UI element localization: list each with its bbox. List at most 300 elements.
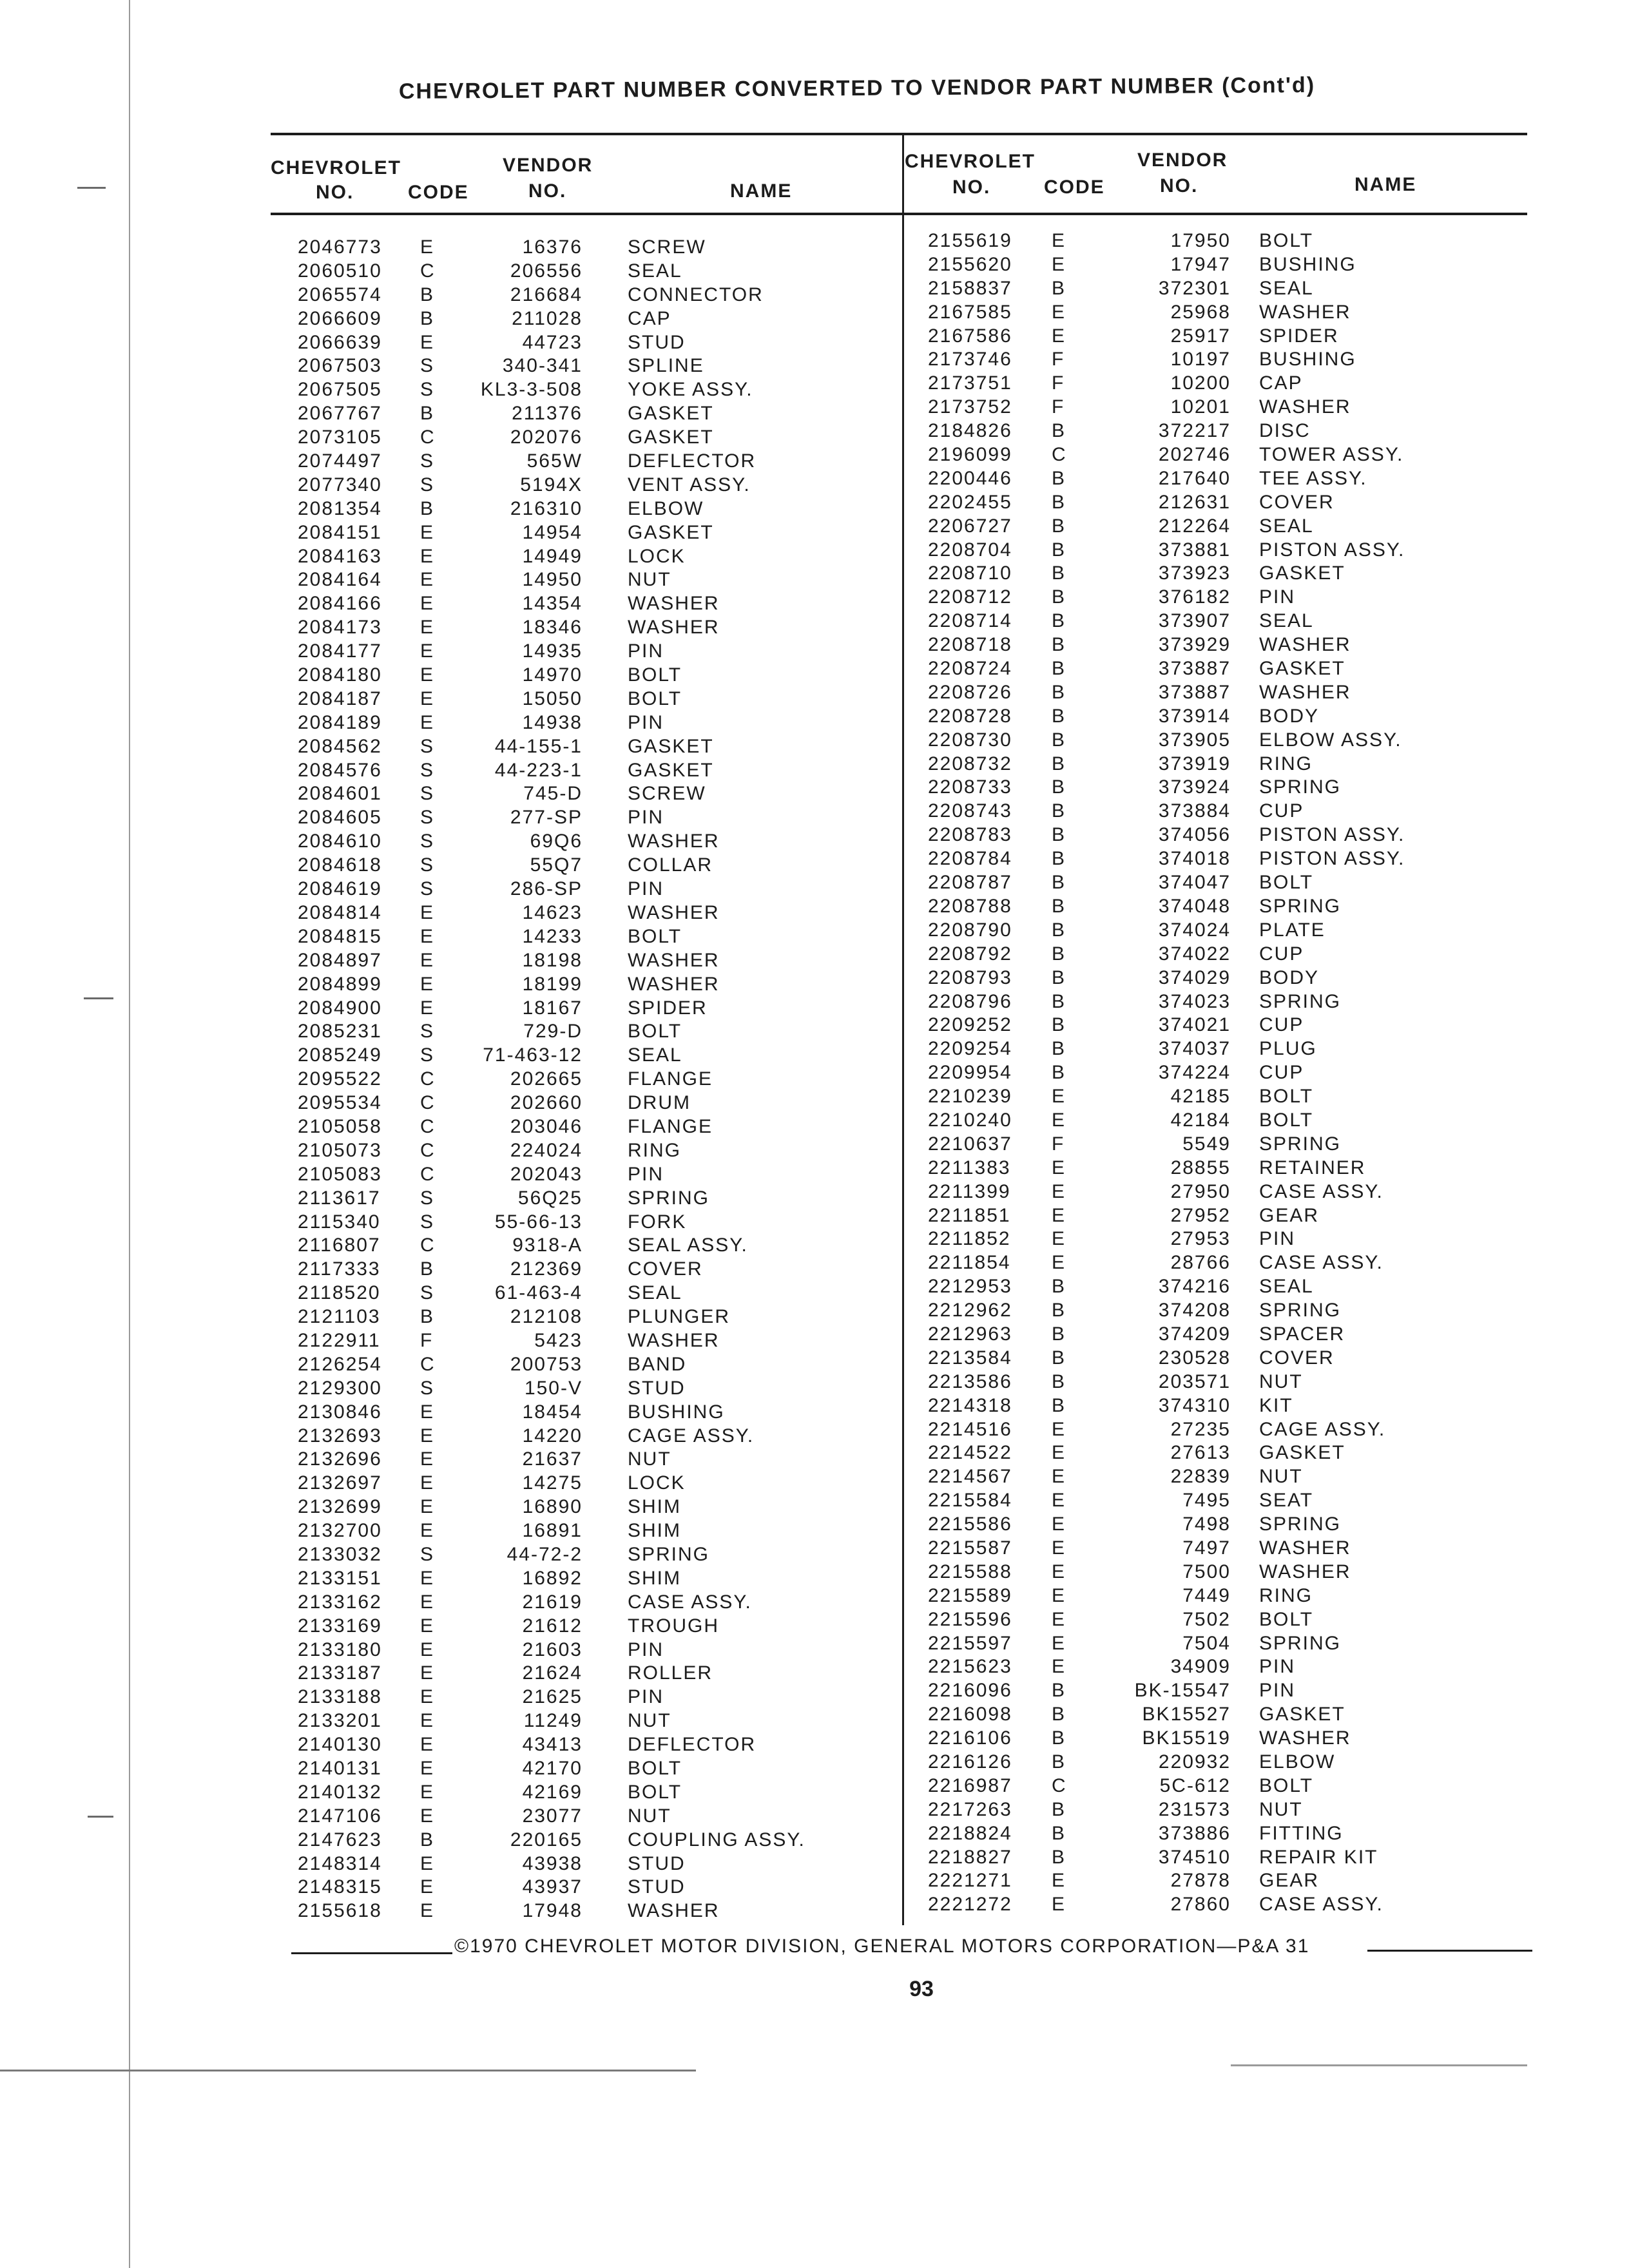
part-name: DISC	[1259, 420, 1311, 442]
vendor-code: E	[1052, 1466, 1066, 1488]
vendor-part-number: 212108	[510, 1306, 583, 1328]
part-name: BOLT	[1259, 1774, 1314, 1796]
chevrolet-part-number: 2210239	[928, 1086, 1012, 1108]
vendor-code: E	[1052, 1514, 1066, 1535]
vendor-code: E	[420, 593, 435, 615]
chevrolet-part-number: 2208784	[928, 848, 1012, 870]
vendor-part-number: KL3-3-508	[480, 379, 583, 401]
chevrolet-part-number: 2208718	[928, 634, 1012, 656]
vendor-code: E	[420, 1662, 435, 1684]
chevrolet-part-number: 2084601	[298, 783, 382, 805]
chevrolet-part-number: 2065574	[298, 284, 382, 305]
vendor-code: E	[1052, 1252, 1066, 1274]
vendor-part-number: 373924	[1158, 776, 1231, 798]
vendor-part-number: 286-SP	[510, 878, 583, 900]
vendor-code: B	[1052, 1751, 1066, 1773]
part-name: ELBOW	[1259, 1751, 1336, 1773]
vendor-part-number: 212631	[1158, 491, 1231, 513]
table-row	[298, 735, 878, 759]
table-row	[928, 348, 1508, 372]
vendor-code: S	[420, 1211, 435, 1233]
table-row	[928, 1037, 1508, 1061]
chevrolet-part-number: 2218824	[928, 1822, 1012, 1844]
vendor-code: S	[420, 1543, 435, 1565]
vendor-part-number: 18346	[522, 617, 583, 639]
chevrolet-part-number: 2067503	[298, 355, 382, 377]
vendor-part-number: 202665	[510, 1068, 583, 1090]
chevrolet-part-number: 2212963	[928, 1323, 1012, 1345]
table-row	[928, 1227, 1508, 1251]
chevrolet-part-number: 2074497	[298, 450, 382, 472]
vendor-code: B	[1052, 990, 1066, 1012]
table-row	[298, 949, 878, 973]
table-row	[928, 1441, 1508, 1465]
part-name: BODY	[1259, 966, 1320, 988]
table-row	[298, 997, 878, 1021]
vendor-code: E	[420, 1686, 435, 1708]
vendor-code: E	[420, 331, 435, 353]
vendor-part-number: BK-15547	[1134, 1680, 1231, 1702]
part-name: NUT	[1259, 1466, 1303, 1488]
chevrolet-part-number: 2140131	[298, 1758, 382, 1779]
vendor-code: B	[1052, 1323, 1066, 1345]
vendor-code: E	[1052, 1228, 1066, 1250]
part-name: BOLT	[1259, 1086, 1314, 1108]
vendor-part-number: 7504	[1182, 1632, 1231, 1654]
vendor-code: B	[1052, 539, 1066, 561]
vendor-code: S	[420, 1282, 435, 1304]
chevrolet-part-number: 2095534	[298, 1092, 382, 1114]
table-row	[928, 1846, 1508, 1870]
table-row	[298, 1733, 878, 1757]
chevrolet-part-number: 2126254	[298, 1353, 382, 1375]
vendor-code: B	[1052, 1846, 1066, 1868]
chevrolet-part-number: 2221271	[928, 1870, 1012, 1892]
part-name: GASKET	[628, 427, 714, 448]
vendor-part-number: 10201	[1170, 396, 1231, 418]
vendor-code: E	[420, 569, 435, 591]
margin-mark	[77, 187, 106, 189]
chevrolet-part-number: 2066639	[298, 331, 382, 353]
chevrolet-part-number: 2084619	[298, 878, 382, 900]
part-name: SHIM	[628, 1520, 681, 1542]
table-row	[928, 943, 1508, 966]
vendor-part-number: 42170	[522, 1758, 583, 1779]
vendor-code: E	[1052, 1561, 1066, 1582]
table-row	[298, 711, 878, 735]
vendor-part-number: 16892	[522, 1567, 583, 1589]
chevrolet-part-number: 2085231	[298, 1021, 382, 1043]
part-name: RETAINER	[1259, 1157, 1366, 1178]
chevrolet-part-number: 2084576	[298, 759, 382, 781]
vendor-part-number: 7497	[1182, 1537, 1231, 1559]
vendor-code: B	[1052, 610, 1066, 632]
vendor-code: S	[420, 450, 435, 472]
part-name: ELBOW	[628, 497, 704, 519]
vendor-code: S	[420, 1021, 435, 1043]
table-row	[928, 419, 1508, 443]
part-name: PIN	[1259, 1656, 1296, 1678]
vendor-part-number: 17947	[1170, 253, 1231, 275]
vendor-part-number: 212264	[1158, 515, 1231, 537]
part-name: WASHER	[628, 831, 720, 852]
vendor-part-number: 18198	[522, 949, 583, 971]
table-row	[298, 1662, 878, 1686]
vendor-code: B	[1052, 1014, 1066, 1036]
header-no-right: NO.	[952, 177, 991, 198]
chevrolet-part-number: 2046773	[298, 236, 382, 258]
part-name: NUT	[628, 1710, 671, 1732]
table-row	[928, 1608, 1508, 1632]
chevrolet-part-number: 2206727	[928, 515, 1012, 537]
chevrolet-part-number: 2147106	[298, 1805, 382, 1827]
table-row	[298, 1591, 878, 1615]
chevrolet-part-number: 2084180	[298, 664, 382, 686]
vendor-part-number: BK15519	[1142, 1727, 1231, 1749]
table-row	[928, 1014, 1508, 1037]
part-name: PISTON ASSY.	[1259, 824, 1405, 846]
part-name: SPRING	[628, 1543, 710, 1565]
vendor-part-number: 10197	[1170, 349, 1231, 370]
chevrolet-part-number: 2067767	[298, 403, 382, 425]
vendor-part-number: 729-D	[523, 1021, 583, 1043]
table-row	[928, 633, 1508, 657]
vendor-part-number: 224024	[510, 1139, 583, 1161]
part-name: SCREW	[628, 236, 706, 258]
part-name: SPRING	[1259, 776, 1342, 798]
table-row	[298, 1044, 878, 1068]
part-name: STUD	[628, 1876, 686, 1898]
chevrolet-part-number: 2209954	[928, 1062, 1012, 1084]
chevrolet-part-number: 2084163	[298, 545, 382, 567]
table-row	[298, 568, 878, 592]
chevrolet-part-number: 2155618	[298, 1900, 382, 1922]
vendor-part-number: 21603	[522, 1639, 583, 1660]
chevrolet-part-number: 2208788	[928, 895, 1012, 917]
table-row	[928, 1109, 1508, 1133]
table-row	[298, 521, 878, 545]
chevrolet-part-number: 2215588	[928, 1561, 1012, 1582]
table-row	[298, 1020, 878, 1044]
part-name: NUT	[628, 1805, 671, 1827]
table-row	[298, 1639, 878, 1662]
table-row	[298, 854, 878, 878]
part-name: TEE ASSY.	[1259, 467, 1367, 489]
part-name: SEAL	[1259, 610, 1314, 632]
table-row	[928, 753, 1508, 776]
chevrolet-part-number: 2200446	[928, 467, 1012, 489]
vendor-part-number: 5423	[534, 1329, 583, 1351]
vendor-part-number: 42169	[522, 1781, 583, 1803]
vendor-part-number: 376182	[1158, 586, 1231, 608]
vendor-code: E	[1052, 325, 1066, 347]
part-name: CONNECTOR	[628, 284, 764, 305]
table-row	[298, 973, 878, 997]
vendor-part-number: 374024	[1158, 919, 1231, 941]
vendor-code: E	[420, 997, 435, 1019]
table-row	[928, 1561, 1508, 1584]
table-row	[928, 729, 1508, 753]
vendor-part-number: 211028	[512, 307, 583, 329]
vendor-part-number: 14938	[522, 711, 583, 733]
table-row	[928, 1180, 1508, 1204]
part-name: STUD	[628, 1852, 686, 1874]
part-name: WASHER	[1259, 1727, 1351, 1749]
part-name: CUP	[1259, 1062, 1304, 1084]
part-name: SEAL	[628, 1282, 682, 1304]
header-no-left: NO.	[316, 182, 354, 203]
part-name: PIN	[628, 711, 664, 733]
vendor-code: B	[420, 497, 435, 519]
vendor-part-number: 18199	[522, 973, 583, 995]
table-row	[928, 1370, 1508, 1394]
vendor-part-number: 55-66-13	[494, 1211, 583, 1233]
table-row	[928, 1323, 1508, 1347]
part-name: BUSHING	[1259, 349, 1356, 370]
vendor-part-number: 44723	[522, 331, 583, 353]
part-name: WASHER	[1259, 634, 1351, 656]
part-name: GASKET	[1259, 658, 1345, 680]
vendor-part-number: 373884	[1158, 800, 1231, 822]
part-name: PIN	[628, 640, 664, 662]
vendor-code: E	[420, 545, 435, 567]
vendor-part-number: 5C-612	[1159, 1774, 1231, 1796]
table-row	[298, 474, 878, 497]
vendor-part-number: 217640	[1158, 467, 1231, 489]
chevrolet-part-number: 2213586	[928, 1370, 1012, 1392]
part-name: SPIDER	[1259, 325, 1339, 347]
vendor-code: B	[1052, 467, 1066, 489]
chevrolet-part-number: 2113617	[298, 1187, 381, 1209]
vendor-part-number: 44-223-1	[494, 759, 583, 781]
vendor-part-number: 374310	[1158, 1394, 1231, 1416]
vendor-code: S	[420, 1377, 435, 1399]
table-row	[298, 1899, 878, 1923]
chevrolet-part-number: 2133032	[298, 1543, 382, 1565]
vendor-part-number: 7500	[1182, 1561, 1231, 1582]
vendor-part-number: 14233	[522, 925, 583, 947]
vendor-code: E	[420, 1615, 435, 1637]
vendor-part-number: 18167	[522, 997, 583, 1019]
table-row	[928, 1299, 1508, 1323]
vendor-part-number: 42185	[1170, 1086, 1231, 1108]
vendor-part-number: 203046	[510, 1115, 583, 1137]
vendor-code: B	[1052, 919, 1066, 941]
vendor-part-number: 21612	[522, 1615, 583, 1637]
table-row	[298, 1805, 878, 1829]
table-row	[928, 919, 1508, 943]
vendor-part-number: 277-SP	[510, 807, 583, 829]
vendor-part-number: 202660	[510, 1092, 583, 1114]
chevrolet-part-number: 2084897	[298, 949, 382, 971]
chevrolet-part-number: 2210637	[928, 1133, 1012, 1155]
vendor-code: S	[420, 1044, 435, 1066]
table-row	[298, 260, 878, 284]
part-name: GEAR	[1259, 1870, 1320, 1892]
vendor-code: E	[1052, 1656, 1066, 1678]
chevrolet-part-number: 2208732	[928, 753, 1012, 774]
chevrolet-part-number: 2208796	[928, 990, 1012, 1012]
part-name: SEAL	[1259, 277, 1314, 299]
chevrolet-part-number: 2147623	[298, 1829, 382, 1850]
table-row	[298, 331, 878, 355]
vendor-code: B	[1052, 1822, 1066, 1844]
vendor-code: B	[1052, 420, 1066, 442]
vendor-code: B	[420, 284, 435, 305]
chevrolet-part-number: 2216096	[928, 1680, 1012, 1702]
footer-rule-right	[1367, 1950, 1532, 1952]
chevrolet-part-number: 2115340	[298, 1211, 381, 1233]
vendor-part-number: 373929	[1158, 634, 1231, 656]
vendor-part-number: 14950	[522, 569, 583, 591]
part-name: CASE ASSY.	[1259, 1252, 1383, 1274]
table-row	[928, 1251, 1508, 1275]
table-row	[298, 759, 878, 783]
table-row	[298, 901, 878, 925]
table-row	[298, 1615, 878, 1639]
vendor-part-number: 28766	[1170, 1252, 1231, 1274]
vendor-part-number: 220165	[510, 1829, 583, 1850]
vendor-code: E	[420, 1448, 435, 1470]
vendor-code: E	[420, 949, 435, 971]
vendor-part-number: 21619	[522, 1591, 583, 1613]
chevrolet-part-number: 2084177	[298, 640, 382, 662]
table-row	[928, 1798, 1508, 1822]
part-name: CAP	[628, 307, 671, 329]
part-name: LOCK	[628, 1472, 686, 1494]
part-name: SEAL	[628, 260, 682, 282]
vendor-part-number: 16890	[522, 1496, 583, 1518]
vendor-code: B	[1052, 1276, 1066, 1298]
header-chevrolet-left: CHEVROLET	[271, 157, 402, 178]
part-name: SHIM	[628, 1567, 681, 1589]
vendor-part-number: 7449	[1182, 1584, 1231, 1606]
table-row	[928, 1893, 1508, 1917]
table-row	[298, 1211, 878, 1235]
vendor-part-number: 14623	[522, 901, 583, 923]
table-row	[298, 1472, 878, 1495]
vendor-part-number: 374022	[1158, 943, 1231, 965]
part-name: COVER	[628, 1258, 703, 1280]
part-name: DEFLECTOR	[628, 1734, 757, 1756]
part-name: VENT ASSY.	[628, 474, 751, 495]
part-name: NUT	[1259, 1370, 1303, 1392]
vendor-part-number: 374216	[1158, 1276, 1231, 1298]
vendor-code: F	[1052, 396, 1065, 418]
vendor-part-number: 374208	[1158, 1300, 1231, 1321]
vendor-code: E	[1052, 1442, 1066, 1464]
vendor-part-number: 230528	[1158, 1347, 1231, 1369]
vendor-part-number: 25917	[1170, 325, 1231, 347]
header-vendor-right: VENDOR	[1137, 149, 1228, 171]
part-name: SPRING	[1259, 1133, 1342, 1155]
chevrolet-part-number: 2121103	[298, 1306, 381, 1328]
table-row	[928, 657, 1508, 681]
vendor-code: E	[420, 1639, 435, 1660]
chevrolet-part-number: 2084164	[298, 569, 382, 591]
part-name: CUP	[1259, 800, 1304, 822]
chevrolet-part-number: 2073105	[298, 427, 382, 448]
footer-copyright: ©1970 CHEVROLET MOTOR DIVISION, GENERAL MOTORS CORPORATION—P&A 31	[454, 1936, 1310, 1957]
scan-edge-rule	[0, 2070, 696, 2071]
chevrolet-part-number: 2208730	[928, 729, 1012, 751]
vendor-part-number: 25968	[1170, 301, 1231, 323]
margin-mark	[88, 1816, 113, 1818]
vendor-code: B	[1052, 515, 1066, 537]
vendor-part-number: 200753	[510, 1353, 583, 1375]
table-row	[298, 307, 878, 331]
vendor-code: S	[420, 807, 435, 829]
vendor-part-number: 372217	[1158, 420, 1231, 442]
part-name: DRUM	[628, 1092, 691, 1114]
vendor-part-number: 231573	[1158, 1798, 1231, 1820]
vendor-code: B	[1052, 1300, 1066, 1321]
vendor-part-number: 373914	[1158, 705, 1231, 727]
vendor-code: E	[420, 1900, 435, 1922]
part-name: SHIM	[628, 1496, 681, 1518]
vendor-part-number: 374510	[1158, 1846, 1231, 1868]
vendor-code: B	[1052, 277, 1066, 299]
table-row	[298, 450, 878, 474]
table-row	[298, 1519, 878, 1543]
chevrolet-part-number: 2214318	[928, 1394, 1012, 1416]
table-row	[928, 1655, 1508, 1679]
part-name: GASKET	[1259, 1442, 1345, 1464]
table-row	[928, 1061, 1508, 1085]
vendor-code: E	[1052, 1109, 1066, 1131]
vendor-code: B	[420, 403, 435, 425]
chevrolet-part-number: 2216987	[928, 1774, 1012, 1796]
column-divider	[902, 133, 904, 1925]
vendor-code: B	[420, 1306, 435, 1328]
table-row	[298, 1448, 878, 1472]
part-name: GASKET	[1259, 562, 1345, 584]
part-name: SPRING	[1259, 895, 1342, 917]
part-name: WASHER	[628, 1329, 720, 1351]
table-row	[928, 443, 1508, 467]
table-row	[928, 539, 1508, 562]
chevrolet-part-number: 2211383	[928, 1157, 1011, 1178]
table-row	[298, 236, 878, 260]
vendor-code: E	[420, 1520, 435, 1542]
vendor-part-number: 373886	[1158, 1822, 1231, 1844]
chevrolet-part-number: 2216106	[928, 1727, 1012, 1749]
vendor-code: B	[420, 1258, 435, 1280]
header-chevrolet-right: CHEVROLET	[905, 151, 1036, 172]
vendor-code: B	[1052, 895, 1066, 917]
vendor-part-number: 10200	[1170, 372, 1231, 394]
part-name: REPAIR KIT	[1259, 1846, 1378, 1868]
vendor-code: B	[1052, 491, 1066, 513]
chevrolet-part-number: 2216126	[928, 1751, 1012, 1773]
vendor-code: E	[1052, 301, 1066, 323]
vendor-part-number: 150-V	[524, 1377, 583, 1399]
chevrolet-part-number: 2130846	[298, 1401, 382, 1423]
chevrolet-part-number: 2132697	[298, 1472, 382, 1494]
table-row	[928, 1774, 1508, 1798]
vendor-part-number: 55Q7	[530, 854, 583, 876]
part-name: PIN	[628, 807, 664, 829]
vendor-code: E	[1052, 1180, 1066, 1202]
table-row	[298, 1234, 878, 1258]
chevrolet-part-number: 2217263	[928, 1798, 1012, 1820]
part-name: BUSHING	[1259, 253, 1356, 275]
header-vendor-no-right: NO.	[1160, 175, 1199, 197]
vendor-part-number: 202746	[1158, 444, 1231, 466]
table-row	[928, 301, 1508, 325]
chevrolet-part-number: 2133201	[298, 1710, 382, 1732]
vendor-part-number: 373881	[1158, 539, 1231, 561]
